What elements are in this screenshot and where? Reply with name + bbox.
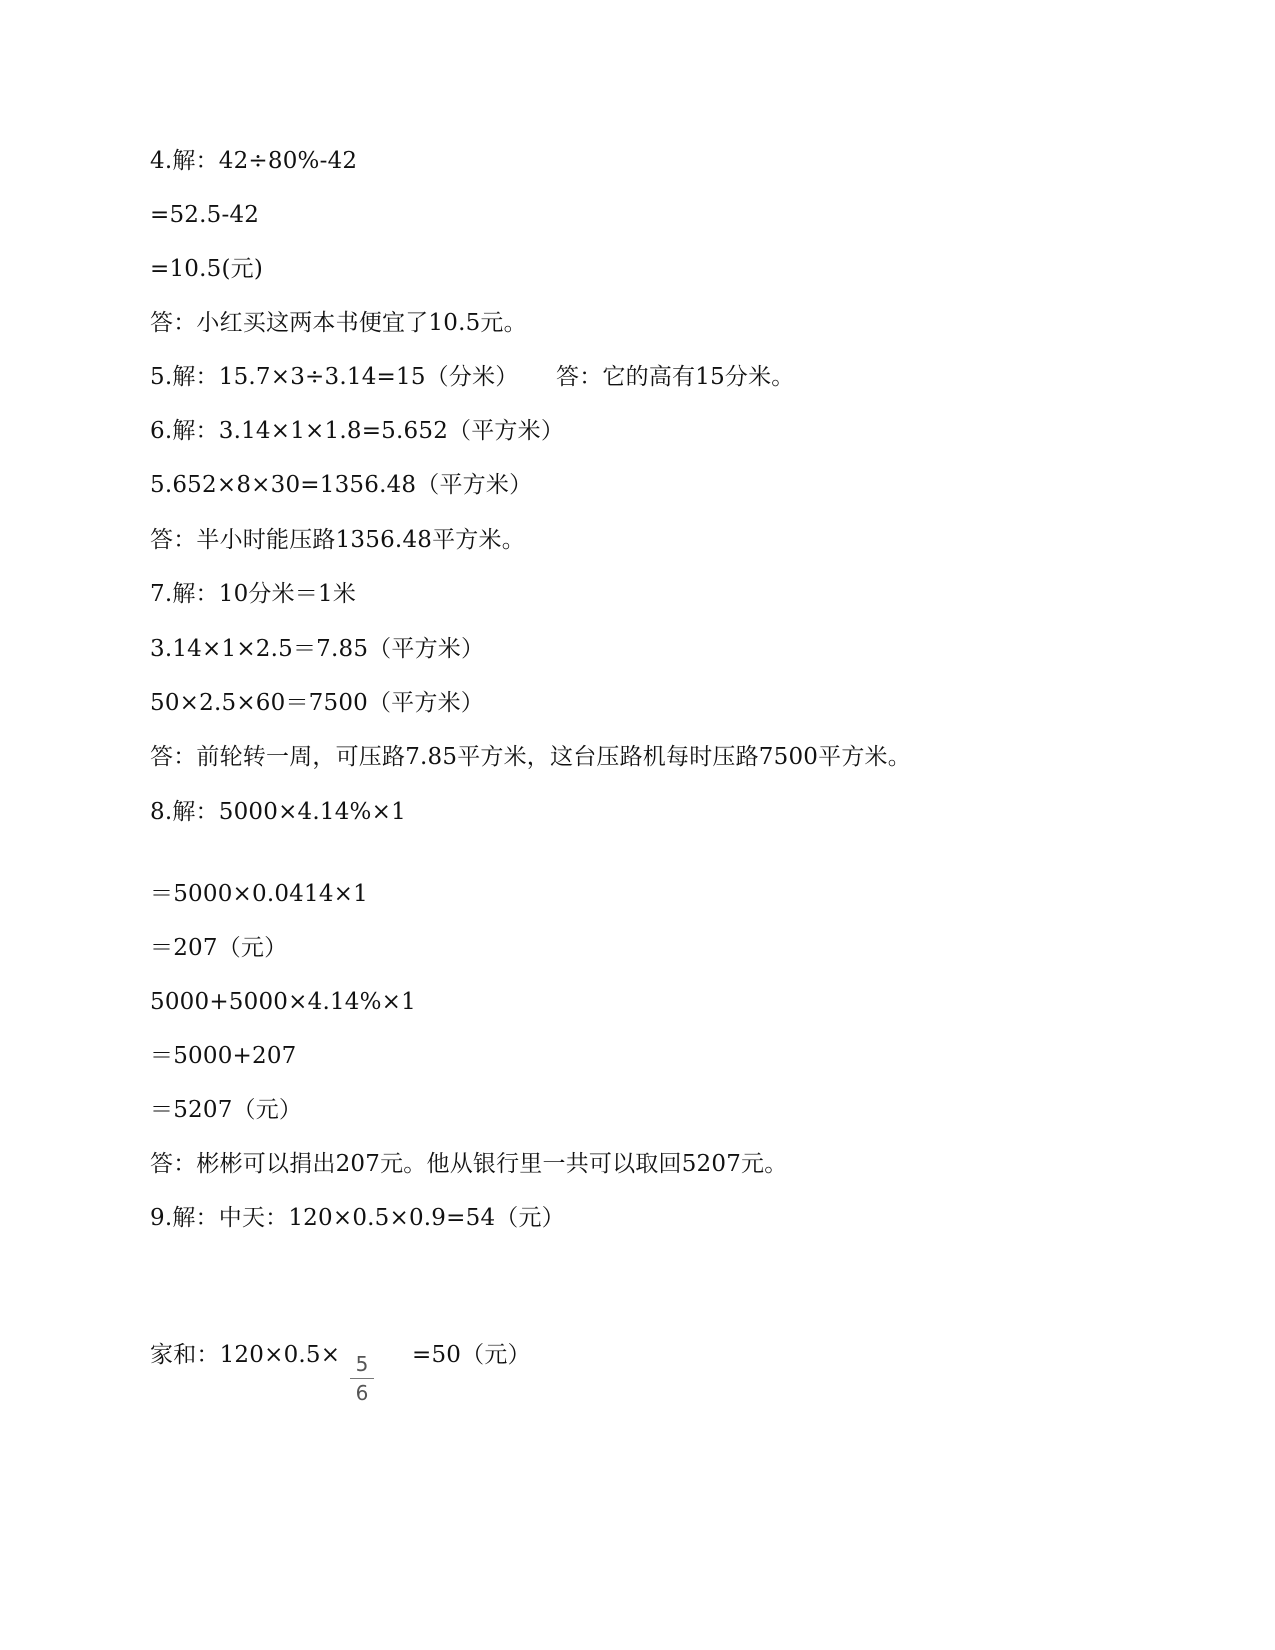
solution-line: 7.解：10分米＝1米: [150, 581, 357, 607]
solution-line: =10.5(元): [150, 256, 264, 282]
fraction-numerator: 5: [355, 1352, 369, 1376]
solution-line: 8.解：5000×4.14%×1: [150, 799, 406, 825]
answer-line: 答：前轮转一周，可压路7.85平方米，这台压路机每时压路7500平方米。: [150, 744, 911, 770]
fraction-denominator: 6: [355, 1381, 369, 1405]
solution-line: 4.解：42÷80%-42: [150, 148, 358, 174]
solution-line: 50×2.5×60＝7500（平方米）: [150, 690, 484, 716]
solution-line: 5.解：15.7×3÷3.14=15（分米） 答：它的高有15分米。: [150, 364, 795, 390]
answer-line: 答：半小时能压路1356.48平方米。: [150, 527, 525, 553]
fraction-bar: [350, 1378, 374, 1379]
solution-line: 5000+5000×4.14%×1: [150, 989, 416, 1015]
solution-line: ＝5000+207: [150, 1043, 297, 1069]
solution-line: 6.解：3.14×1×1.8=5.652（平方米）: [150, 418, 565, 444]
solution-line: 5.652×8×30=1356.48（平方米）: [150, 472, 533, 498]
solution-line: ＝207（元）: [150, 935, 288, 961]
solution-line: 9.解：中天：120×0.5×0.9=54（元）: [150, 1205, 565, 1231]
solution-line: =52.5-42: [150, 202, 260, 228]
solution-line: 3.14×1×2.5＝7.85（平方米）: [150, 636, 485, 662]
solution-line-suffix: =50（元）: [412, 1342, 531, 1368]
answer-line: 答：小红买这两本书便宜了10.5元。: [150, 310, 527, 336]
solution-line: ＝5000×0.0414×1: [150, 881, 368, 907]
solution-line: ＝5207（元）: [150, 1097, 303, 1123]
solution-line-prefix: 家和：120×0.5×: [150, 1342, 341, 1368]
fraction: [347, 1352, 377, 1405]
answer-line: 答：彬彬可以捐出207元。他从银行里一共可以取回5207元。: [150, 1151, 788, 1177]
